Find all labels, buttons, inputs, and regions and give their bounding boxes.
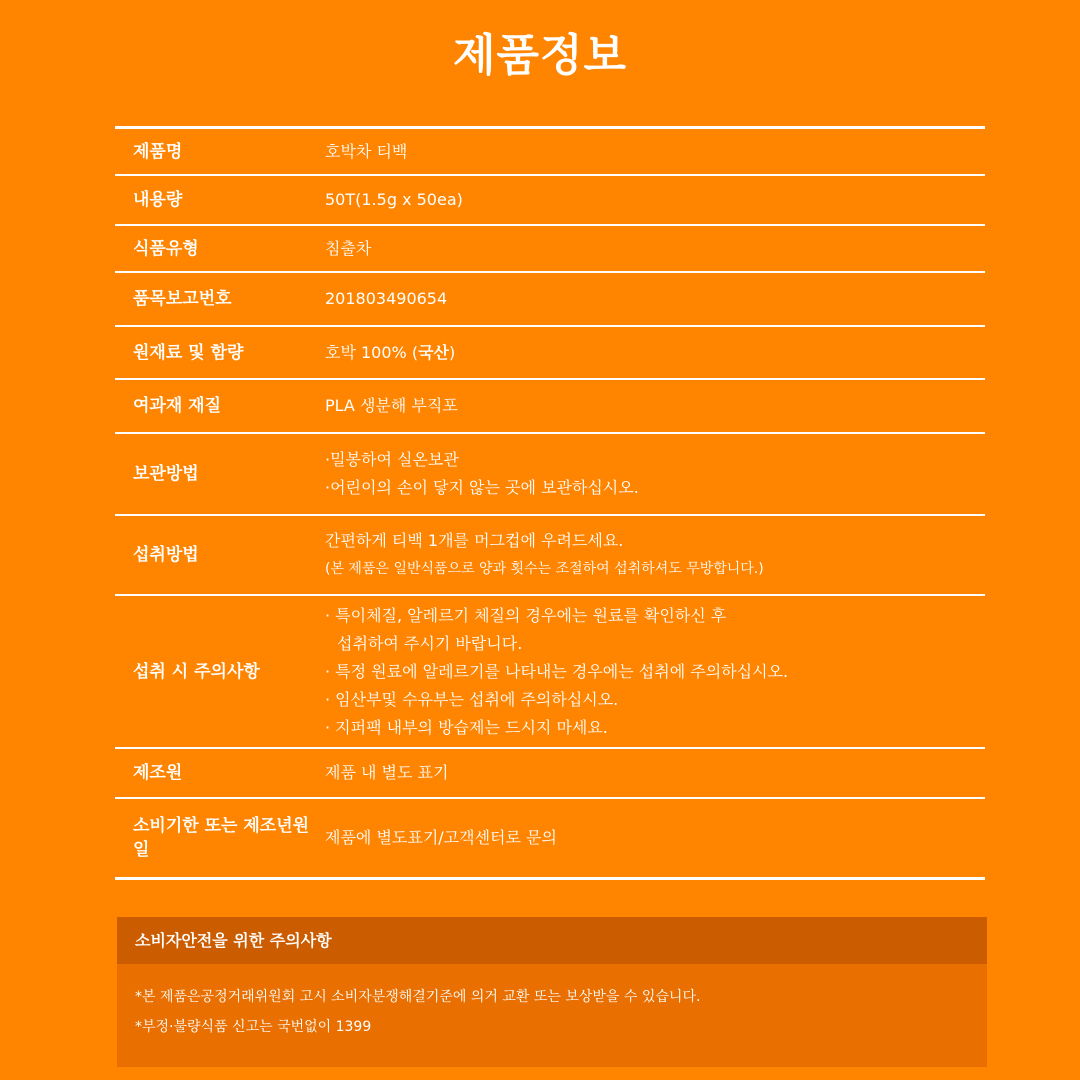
row-label: [115, 287, 325, 311]
label-text: 보관방법: [133, 464, 199, 484]
product-info-table: [115, 126, 985, 880]
value-text: · 지퍼팩 내부의 방습제는 드시지 마세요.: [325, 717, 608, 737]
row-value: [325, 235, 985, 263]
value-text: · 특정 원료에 알레르기를 나타내는 경우에는 섭취에 주의하십시오.: [325, 661, 789, 681]
value-text: ·밀봉하여 실온보관: [325, 450, 459, 469]
notice-line: *부정·불량식품 신고는 국번없이 1399: [135, 1019, 372, 1035]
value-text: 제품 내 별도 표기: [325, 763, 449, 782]
notice-header: 소비자안전을 위한 주의사항: [117, 917, 987, 964]
row-storage: [115, 434, 985, 516]
row-label: [115, 237, 325, 261]
row-ingredients: [115, 327, 985, 380]
row-precautions: [115, 596, 985, 749]
label-text: 제조원: [133, 763, 183, 783]
value-text: · 임산부및 수유부는 섭취에 주의하십시오.: [325, 689, 619, 709]
row-value: [325, 285, 985, 313]
notice-line: *본 제품은공정거래위원회 고시 소비자분쟁해결기준에 의거 교환 또는 보상받을 수 있습니다.: [135, 989, 701, 1005]
value-text: ·어린이의 손이 닿지 않는 곳에 보관하십시오.: [325, 478, 639, 497]
label-text: 원재료 및 함량: [133, 342, 244, 363]
row-label: [115, 660, 325, 684]
page-title: 제품정보: [452, 30, 627, 81]
value-text-suffix: ): [449, 342, 456, 362]
label-text: 섭취방법: [133, 545, 199, 565]
value-text: 섭취하여 주시기 바랍니다.: [337, 633, 523, 653]
row-value: [325, 824, 985, 852]
row-intake-method: [115, 516, 985, 596]
row-expiration: [115, 799, 985, 877]
row-food-type: [115, 226, 985, 273]
consumer-safety-notice: [117, 917, 987, 1067]
row-label: [115, 341, 325, 365]
value-text: PLA 생분해 부직포: [325, 396, 458, 415]
label-text: 주의사항: [194, 661, 260, 682]
label-text: 품목보고번호: [133, 289, 232, 309]
row-value: [325, 339, 985, 367]
notice-body: [117, 964, 987, 1042]
label-text: 여과재 재질: [133, 396, 222, 416]
row-value: [325, 138, 985, 166]
row-value: [325, 186, 985, 214]
row-manufacturer: [115, 749, 985, 799]
value-text: (본 제품은 일반식품으로 양과 횟수는 조절하여 섭취하셔도 무방합니다.): [325, 561, 764, 577]
label-text: 제조년원일: [133, 816, 310, 860]
value-text: 호박차 티백: [325, 141, 408, 161]
value-text: 201803490654: [325, 289, 448, 308]
value-text: 호박 100% (: [325, 342, 419, 362]
row-value: [325, 759, 985, 787]
row-label: [115, 188, 325, 212]
row-report-number: [115, 273, 985, 327]
row-label: [115, 394, 325, 418]
label-text: 소비기한 또는: [133, 816, 238, 836]
value-text: 침출차: [325, 238, 372, 258]
row-product-name: [115, 129, 985, 176]
row-label: [115, 462, 325, 486]
row-filter-material: [115, 380, 985, 434]
row-label: [115, 140, 325, 164]
value-text: 50T(1.5g x 50ea): [325, 190, 463, 209]
row-value: [325, 392, 985, 420]
value-text: 제품에 별도표기/고객센터로 문의: [325, 828, 557, 847]
value-text: · 특이체질, 알레르기 체질의 경우에는 원료를 확인하신 후: [325, 605, 727, 625]
label-text: 섭취 시: [133, 661, 189, 682]
origin-text: 국산: [418, 342, 449, 362]
row-label: [115, 543, 325, 567]
row-value: [325, 602, 985, 742]
row-volume: [115, 176, 985, 226]
row-value: [325, 527, 985, 583]
label-text: 식품유형: [133, 238, 199, 259]
label-text: 제품명: [133, 141, 183, 162]
label-text: 내용량: [133, 190, 183, 210]
row-label: [115, 761, 325, 785]
row-label: [115, 814, 325, 862]
row-value: [325, 446, 985, 502]
value-text: 간편하게 티백 1개를 머그컵에 우려드세요.: [325, 531, 624, 550]
